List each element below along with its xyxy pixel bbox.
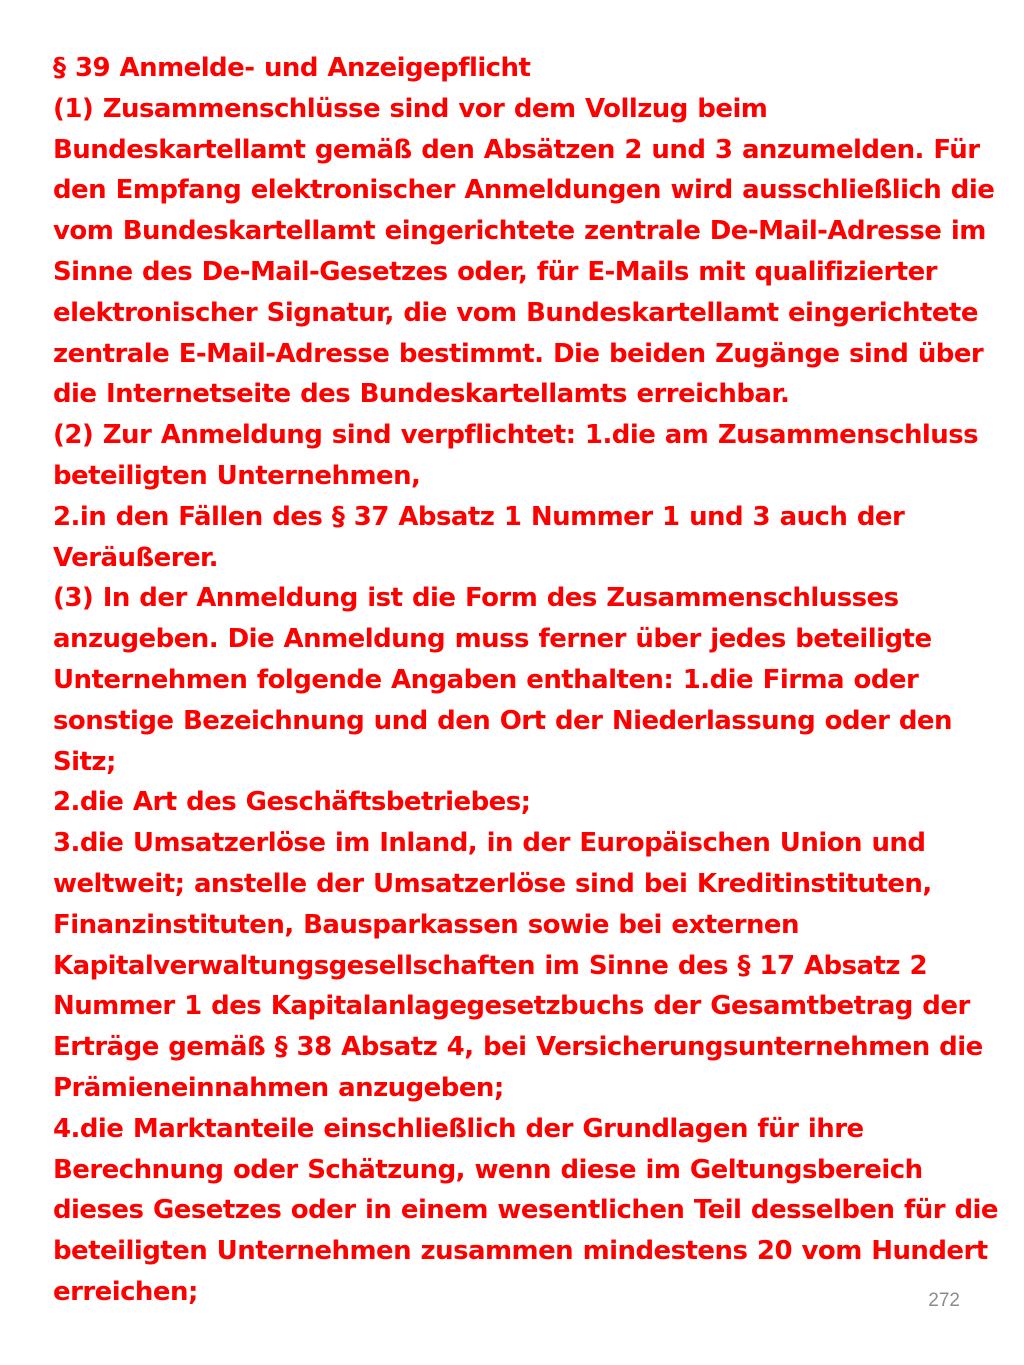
text-line: beteiligten Unternehmen, [53, 460, 421, 491]
text-line: Finanzinstituten, Bausparkassen sowie bei externen [53, 909, 799, 940]
text-line: (1) Zusammenschlüsse sind vor dem Vollzug beim [53, 93, 768, 124]
text-line: den Empfang elektronischer Anmeldungen wird ausschließlich die [53, 175, 995, 206]
text-line: erreichen; [53, 1276, 198, 1307]
text-line: sonstige Bezeichnung und den Ort der Niederlassung oder den [53, 705, 952, 736]
text-line: anzugeben. Die Anmeldung muss ferner über jedes beteiligte [53, 624, 932, 655]
text-line: Nummer 1 des Kapitalanlagegesetzbuchs der Gesamtbetrag der [53, 991, 970, 1022]
text-line: 2.die Art des Geschäftsbetriebes; [53, 787, 531, 818]
text-line: 2.in den Fällen des § 37 Absatz 1 Nummer 1 und 3 auch der [53, 501, 905, 532]
text-line: Bundeskartellamt gemäß den Absätzen 2 und 3 anzumelden. Für [53, 134, 980, 165]
text-line: beteiligten Unternehmen zusammen mindestens 20 vom Hundert [53, 1236, 988, 1267]
text-line: (2) Zur Anmeldung sind verpflichtet: 1.die am Zusammenschluss [53, 420, 979, 451]
text-line: weltweit; anstelle der Umsatzerlöse sind bei Kreditinstituten, [53, 868, 932, 899]
section-heading: § 39 Anmelde- und Anzeigepflicht [53, 53, 531, 83]
law-text-body [53, 48, 998, 1313]
text-line: 3.die Umsatzerlöse im Inland, in der Europäischen Union und [53, 828, 926, 859]
text-line: Berechnung oder Schätzung, wenn diese im Geltungsbereich [53, 1154, 923, 1185]
text-line: (3) In der Anmeldung ist die Form des Zusammenschlusses [53, 583, 899, 614]
page-number: 272 [928, 1290, 960, 1311]
text-line: Sinne des De-Mail-Gesetzes oder, für E-Mails mit qualifizierter [53, 256, 937, 287]
text-line: Unternehmen folgende Angaben enthalten: 1.die Firma oder [53, 664, 919, 695]
text-line: Veräußerer. [53, 542, 218, 573]
text-line: Prämieneinnahmen anzugeben; [53, 1072, 504, 1103]
text-line: vom Bundeskartellamt eingerichtete zentrale De-Mail-Adresse im [53, 216, 986, 247]
text-line: 4.die Marktanteile einschließlich der Grundlagen für ihre [53, 1113, 864, 1144]
text-line: die Internetseite des Bundeskartellamts erreichbar. [53, 379, 790, 410]
text-line: Sitz; [53, 746, 116, 777]
text-line: elektronischer Signatur, die vom Bundeskartellamt eingerichtete [53, 297, 978, 328]
text-line: Kapitalverwaltungsgesellschaften im Sinne des § 17 Absatz 2 [53, 950, 928, 981]
text-line: Erträge gemäß § 38 Absatz 4, bei Versicherungsunternehmen die [53, 1032, 983, 1063]
text-line: dieses Gesetzes oder in einem wesentlichen Teil desselben für die [53, 1195, 998, 1226]
text-line: zentrale E-Mail-Adresse bestimmt. Die beiden Zugänge sind über [53, 338, 984, 369]
